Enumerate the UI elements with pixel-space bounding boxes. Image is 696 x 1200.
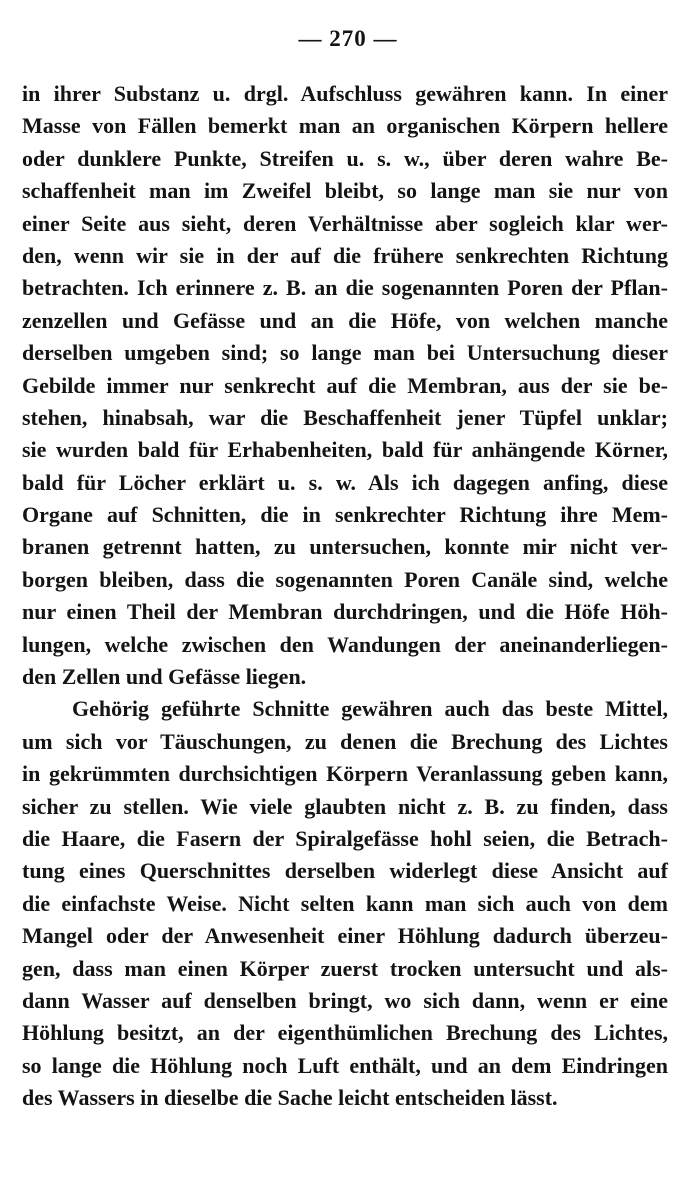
text-line: einer Seite aus sieht, deren Verhältnisse aber sogleich klar wer- — [22, 210, 668, 236]
text-line: Gehörig geführte Schnitte gewähren auch das beste Mittel, — [72, 696, 668, 722]
page-number: — 270 — — [298, 26, 398, 51]
text-line: tung eines Querschnittes derselben widerlegt diese Ansicht auf — [22, 858, 668, 884]
text-line: sie wurden bald für Erhabenheiten, bald für anhängende Körner, — [22, 437, 668, 463]
text-line: des Wassers in dieselbe die Sache leicht entscheiden lässt. — [22, 1085, 558, 1111]
text-line: gen, dass man einen Körper zuerst trocken untersucht und als- — [22, 955, 668, 981]
text-line: den Zellen und Gefässe liegen. — [22, 664, 307, 690]
text-line: den, wenn wir sie in der auf die frühere senkrechten Richtung — [22, 242, 668, 268]
paragraph — [22, 693, 668, 1114]
text-line: in gekrümmten durchsichtigen Körpern Veranlassung geben kann, — [22, 761, 668, 787]
text-line: Masse von Fällen bemerkt man an organischen Körpern hellere — [22, 113, 668, 139]
body-text — [22, 78, 668, 1115]
text-line: schaffenheit man im Zweifel bleibt, so lange man sie nur von — [22, 178, 668, 204]
text-line: Höhlung besitzt, an der eigenthümlichen Brechung des Lichtes, — [22, 1020, 668, 1046]
text-line: nur einen Theil der Membran durchdringen, und die Höfe Höh- — [22, 599, 668, 625]
text-line: derselben umgeben sind; so lange man bei Untersuchung dieser — [22, 340, 668, 366]
text-line: die einfachste Weise. Nicht selten kann man sich auch von dem — [22, 890, 668, 916]
text-line: oder dunklere Punkte, Streifen u. s. w., über deren wahre Be- — [22, 145, 668, 171]
text-line: betrachten. Ich erinnere z. B. an die sogenannten Poren der Pflan- — [22, 275, 668, 301]
paragraph — [22, 78, 668, 693]
paragraph-container — [22, 78, 668, 1115]
text-line: um sich vor Täuschungen, zu denen die Brechung des Lichtes — [22, 728, 668, 754]
text-line: branen getrennt hatten, zu untersuchen, konnte mir nicht ver- — [22, 534, 668, 560]
text-line: Organe auf Schnitten, die in senkrechter Richtung ihre Mem- — [22, 502, 668, 528]
text-line: Mangel oder der Anwesenheit einer Höhlung dadurch überzeu- — [22, 923, 668, 949]
text-line: die Haare, die Fasern der Spiralgefässe hohl seien, die Betrach- — [22, 825, 668, 851]
text-line: sicher zu stellen. Wie viele glaubten nicht z. B. zu finden, dass — [22, 793, 668, 819]
text-line: borgen bleiben, dass die sogenannten Poren Canäle sind, welche — [22, 566, 668, 592]
text-line: bald für Löcher erklärt u. s. w. Als ich dagegen anfing, diese — [22, 469, 668, 495]
text-line: dann Wasser auf denselben bringt, wo sich dann, wenn er eine — [22, 987, 668, 1013]
text-line: Gebilde immer nur senkrecht auf die Membran, aus der sie be- — [22, 372, 668, 398]
text-line: so lange die Höhlung noch Luft enthält, und an dem Eindringen — [22, 1052, 668, 1078]
text-line: in ihrer Substanz u. drgl. Aufschluss gewähren kann. In einer — [22, 81, 668, 106]
text-line: zenzellen und Gefässe und an die Höfe, von welchen manche — [22, 307, 668, 333]
text-line: lungen, welche zwischen den Wandungen der aneinanderliegen- — [22, 631, 668, 657]
text-line: stehen, hinabsah, war die Beschaffenheit jener Tüpfel unklar; — [22, 404, 668, 430]
